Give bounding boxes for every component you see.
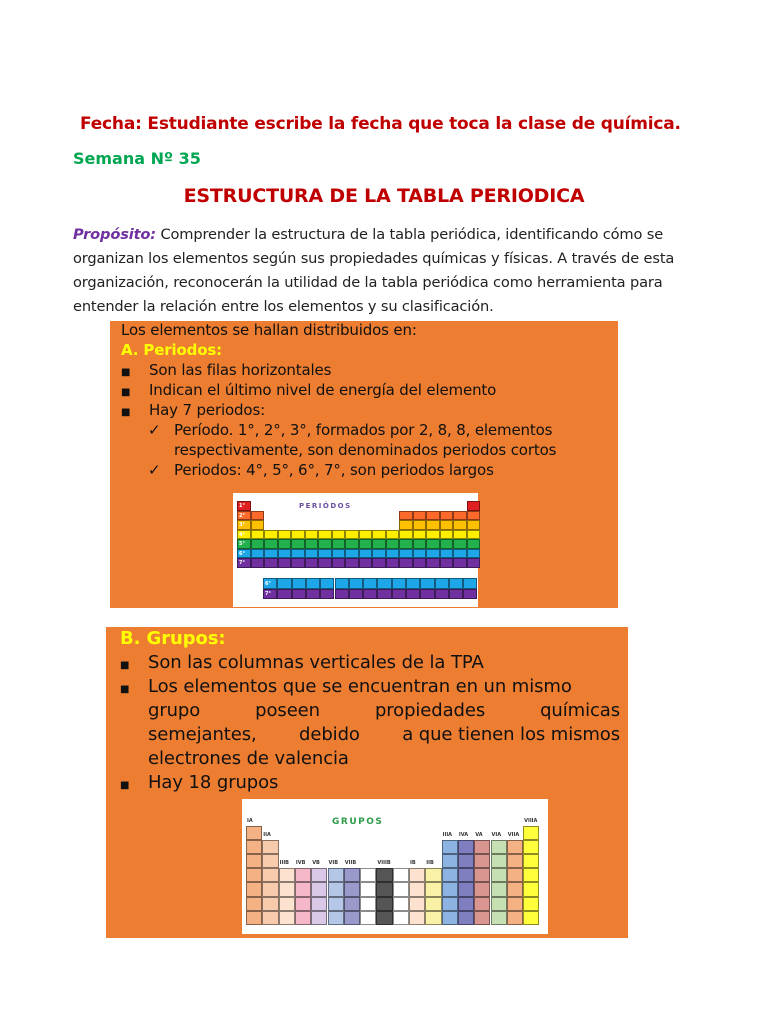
periods-cell <box>426 549 440 559</box>
groups-cell <box>393 911 409 925</box>
periods-cell <box>291 558 305 568</box>
f-block-row-label: 7° <box>265 591 271 597</box>
groups-cell <box>328 882 344 896</box>
periods-cell <box>305 539 319 549</box>
periods-cell <box>399 530 413 540</box>
groups-cell <box>523 854 539 868</box>
groups-cell <box>474 840 490 854</box>
groups-bullet-continuation: semejantes, debido a que tienen los mismos <box>148 724 620 745</box>
groups-cell <box>507 868 523 882</box>
periods-cell <box>332 558 346 568</box>
groups-cell <box>491 854 507 868</box>
periods-cell <box>377 589 391 600</box>
periods-cell <box>264 539 278 549</box>
periods-cell <box>399 520 413 530</box>
periods-cell <box>467 539 481 549</box>
periods-cell <box>264 549 278 559</box>
periods-cell <box>413 558 427 568</box>
groups-cell <box>425 897 441 911</box>
groups-cell <box>409 868 425 882</box>
periods-cell <box>349 589 363 600</box>
periods-cell <box>386 549 400 559</box>
periods-cell <box>332 530 346 540</box>
periods-cell <box>440 549 454 559</box>
periods-cell <box>426 530 440 540</box>
periods-cell <box>440 530 454 540</box>
groups-cell <box>328 911 344 925</box>
periods-cell <box>426 558 440 568</box>
periods-cell <box>463 578 477 589</box>
groups-table-image <box>242 799 548 934</box>
group-label: VIIIB <box>377 860 391 867</box>
bullet-icon: ■ <box>121 367 131 378</box>
periods-cell <box>440 520 454 530</box>
periods-cell <box>399 549 413 559</box>
groups-cell <box>311 911 327 925</box>
periods-cell <box>359 549 373 559</box>
groups-cell <box>523 882 539 896</box>
groups-cell <box>442 897 458 911</box>
periods-cell <box>251 558 265 568</box>
periods-bullet: ■ Hay 7 periodos: <box>121 401 266 419</box>
periods-cell <box>277 578 291 589</box>
periods-cell <box>305 549 319 559</box>
periods-bullet: ■ Son las filas horizontales <box>121 361 332 379</box>
group-label: VIIA <box>507 831 520 838</box>
groups-cell <box>442 840 458 854</box>
groups-cell <box>523 911 539 925</box>
periods-cell <box>332 549 346 559</box>
periods-cell <box>359 558 373 568</box>
period-row-label: 7° <box>239 560 245 566</box>
checkmark-icon: ✓ <box>148 421 161 439</box>
purpose-line: Comprender la estructura de la tabla periódica, identificando cómo se <box>155 226 664 243</box>
periods-cell <box>318 539 332 549</box>
periods-cell <box>291 530 305 540</box>
groups-cell <box>507 897 523 911</box>
groups-bullet: ■ Hay 18 grupos <box>120 772 279 793</box>
groups-cell <box>491 897 507 911</box>
periods-cell <box>306 589 320 600</box>
periods-cell <box>440 539 454 549</box>
groups-cell <box>474 868 490 882</box>
week-label: Semana Nº 35 <box>73 149 201 168</box>
periods-cell <box>305 558 319 568</box>
bullet-icon: ■ <box>120 660 130 671</box>
periods-cell <box>413 539 427 549</box>
groups-cell <box>344 911 360 925</box>
group-label: IB <box>410 860 416 867</box>
periods-cell <box>318 549 332 559</box>
periods-cell <box>332 539 346 549</box>
groups-cell <box>344 882 360 896</box>
group-label: IA <box>247 817 253 824</box>
groups-cell <box>376 911 392 925</box>
periods-cell <box>372 549 386 559</box>
groups-heading: B. Grupos: <box>120 628 226 649</box>
period-row-label: 4° <box>239 531 245 538</box>
periods-cell <box>318 530 332 540</box>
periods-cell <box>453 511 467 521</box>
groups-cell <box>458 854 474 868</box>
periods-heading: A. Periodos: <box>121 341 222 359</box>
groups-cell <box>474 911 490 925</box>
periods-cell <box>453 539 467 549</box>
groups-cell <box>344 897 360 911</box>
periods-cell <box>453 530 467 540</box>
groups-cell <box>246 840 262 854</box>
groups-cell <box>360 882 376 896</box>
groups-cell <box>523 897 539 911</box>
periods-check: ✓ Período. 1°, 2°, 3°, formados por 2, 8, 8, elementos <box>148 421 553 439</box>
periods-cell <box>372 558 386 568</box>
periods-cell <box>377 578 391 589</box>
groups-cell <box>360 897 376 911</box>
group-label: VIIB <box>344 860 357 867</box>
periods-cell <box>292 578 306 589</box>
periods-cell <box>278 558 292 568</box>
group-label: IIIB <box>279 860 289 867</box>
groups-cell <box>262 882 278 896</box>
periods-cell <box>278 530 292 540</box>
groups-cell <box>458 897 474 911</box>
periods-cell <box>251 511 265 521</box>
periods-cell <box>413 511 427 521</box>
groups-cell <box>295 897 311 911</box>
page-title: ESTRUCTURA DE LA TABLA PERIODICA <box>183 185 585 207</box>
period-row-label: 1° <box>239 503 245 509</box>
group-label: VIA <box>491 831 502 838</box>
periods-cell <box>413 520 427 530</box>
periods-cell <box>359 539 373 549</box>
periods-cell <box>453 549 467 559</box>
periods-cell <box>440 558 454 568</box>
periods-cell <box>251 539 265 549</box>
periods-cell <box>306 578 320 589</box>
periods-cell <box>413 530 427 540</box>
bullet-icon: ■ <box>121 407 131 418</box>
groups-cell <box>328 897 344 911</box>
periods-cell <box>292 589 306 600</box>
groups-cell <box>425 868 441 882</box>
groups-cell <box>491 840 507 854</box>
groups-cell <box>262 868 278 882</box>
periods-cell <box>467 558 481 568</box>
periods-image-title: PERIÓDOS <box>299 502 352 510</box>
period-row-label: 2° <box>239 512 245 519</box>
groups-cell <box>507 911 523 925</box>
groups-cell <box>295 911 311 925</box>
periods-cell <box>399 511 413 521</box>
periods-cell <box>386 539 400 549</box>
groups-cell <box>474 854 490 868</box>
groups-cell <box>279 911 295 925</box>
groups-bullet: ■ Son las columnas verticales de la TPA <box>120 652 484 673</box>
groups-cell <box>474 882 490 896</box>
groups-cell <box>262 840 278 854</box>
periods-cell <box>251 549 265 559</box>
groups-cell <box>279 897 295 911</box>
groups-cell <box>246 826 262 840</box>
groups-cell <box>458 882 474 896</box>
periods-cell <box>372 530 386 540</box>
periods-cell <box>386 530 400 540</box>
periods-cell <box>399 558 413 568</box>
periods-cell <box>467 520 481 530</box>
bullet-icon: ■ <box>120 684 130 695</box>
periods-cell <box>453 558 467 568</box>
periods-cell <box>363 578 377 589</box>
groups-cell <box>246 868 262 882</box>
groups-cell <box>246 882 262 896</box>
groups-cell <box>246 911 262 925</box>
groups-cell <box>442 854 458 868</box>
periods-cell <box>291 539 305 549</box>
group-label: IVA <box>458 831 469 838</box>
group-label: IIA <box>263 831 271 838</box>
periods-cell <box>449 578 463 589</box>
f-block-row-label: 6° <box>265 580 271 587</box>
purpose-paragraph <box>73 223 693 319</box>
purpose-label: Propósito: <box>73 226 156 243</box>
groups-cell <box>523 826 539 840</box>
groups-cell <box>458 868 474 882</box>
group-label: VA <box>475 831 483 838</box>
periods-check: ✓ Periodos: 4°, 5°, 6°, 7°, son periodos largos <box>148 461 494 479</box>
group-label: IIB <box>426 860 434 867</box>
groups-cell <box>262 854 278 868</box>
group-label: VIB <box>328 860 339 867</box>
bullet-icon: ■ <box>120 780 130 791</box>
periods-cell <box>406 578 420 589</box>
periods-cell <box>345 549 359 559</box>
groups-cell <box>409 897 425 911</box>
periods-cell <box>264 558 278 568</box>
periods-cell <box>359 530 373 540</box>
periods-cell <box>251 530 265 540</box>
periods-table-image <box>233 493 478 607</box>
checkmark-icon: ✓ <box>148 461 161 479</box>
groups-cell <box>360 911 376 925</box>
periods-check-continuation: respectivamente, son denominados periodos cortos <box>174 441 557 459</box>
groups-cell <box>262 897 278 911</box>
periods-cell <box>406 589 420 600</box>
periods-cell <box>335 578 349 589</box>
groups-bullet-continuation: electrones de valencia <box>148 748 349 769</box>
periods-cell <box>345 539 359 549</box>
periods-cell <box>278 539 292 549</box>
periods-cell <box>251 520 265 530</box>
periods-cell <box>435 589 449 600</box>
groups-cell <box>393 868 409 882</box>
periods-cell <box>335 589 349 600</box>
groups-cell <box>328 868 344 882</box>
groups-cell <box>279 868 295 882</box>
groups-cell <box>507 854 523 868</box>
group-label: IIIA <box>442 831 453 838</box>
groups-cell <box>246 897 262 911</box>
periods-cell <box>345 530 359 540</box>
group-label: IVB <box>295 860 306 867</box>
groups-cell <box>442 882 458 896</box>
periods-cell <box>420 578 434 589</box>
groups-bullet-continuation: grupo poseen propiedades químicas <box>148 700 620 721</box>
bullet-icon: ■ <box>121 387 131 398</box>
purpose-line: entender la relación entre los elementos y su clasificación. <box>73 298 494 315</box>
period-row-label: 6° <box>239 550 245 557</box>
groups-cell <box>523 840 539 854</box>
periods-cell <box>420 589 434 600</box>
periods-intro: Los elementos se hallan distribuidos en: <box>121 321 417 339</box>
groups-cell <box>507 882 523 896</box>
periods-cell <box>318 558 332 568</box>
periods-cell <box>386 558 400 568</box>
groups-cell <box>458 840 474 854</box>
groups-cell <box>344 868 360 882</box>
groups-cell <box>474 897 490 911</box>
date-line: Fecha: Estudiante escribe la fecha que toca la clase de química. <box>80 114 681 134</box>
periods-cell <box>264 530 278 540</box>
groups-cell <box>376 882 392 896</box>
periods-cell <box>399 539 413 549</box>
periods-cell <box>320 578 334 589</box>
groups-cell <box>507 840 523 854</box>
periods-cell <box>463 589 477 600</box>
groups-cell <box>393 897 409 911</box>
purpose-line: organizan los elementos según sus propiedades químicas y físicas. A través de esta <box>73 250 675 267</box>
period-row-label: 5° <box>239 541 245 547</box>
groups-cell <box>246 854 262 868</box>
periods-cell <box>467 549 481 559</box>
groups-cell <box>491 882 507 896</box>
periods-cell <box>467 511 481 521</box>
groups-cell <box>262 911 278 925</box>
periods-cell <box>413 549 427 559</box>
groups-cell <box>409 911 425 925</box>
groups-cell <box>295 868 311 882</box>
groups-cell <box>523 868 539 882</box>
purpose-line: organización, reconocerán la utilidad de la tabla periódica como herramienta para <box>73 274 663 291</box>
periods-cell <box>349 578 363 589</box>
groups-cell <box>491 868 507 882</box>
groups-bullet: ■ Los elementos que se encuentran en un mismo <box>120 676 572 697</box>
periods-cell <box>426 511 440 521</box>
periods-cell <box>278 549 292 559</box>
periods-cell <box>320 589 334 600</box>
periods-cell <box>426 539 440 549</box>
periods-cell <box>345 558 359 568</box>
periods-cell <box>467 501 481 511</box>
groups-cell <box>425 911 441 925</box>
groups-cell <box>360 868 376 882</box>
group-label: VIIIA <box>524 817 538 824</box>
periods-cell <box>426 520 440 530</box>
groups-image-title: GRUPOS <box>332 817 384 827</box>
groups-cell <box>279 882 295 896</box>
groups-cell <box>491 911 507 925</box>
periods-cell <box>440 511 454 521</box>
periods-cell <box>291 549 305 559</box>
period-row-label: 3° <box>239 522 245 528</box>
group-label: VB <box>312 860 320 867</box>
periods-cell <box>435 578 449 589</box>
groups-cell <box>393 882 409 896</box>
periods-cell <box>467 530 481 540</box>
groups-cell <box>295 882 311 896</box>
periods-cell <box>453 520 467 530</box>
groups-cell <box>376 868 392 882</box>
periods-cell <box>372 539 386 549</box>
groups-cell <box>311 882 327 896</box>
groups-cell <box>409 882 425 896</box>
groups-cell <box>311 868 327 882</box>
periods-bullet: ■ Indican el último nivel de energía del elemento <box>121 381 497 399</box>
groups-cell <box>425 882 441 896</box>
groups-cell <box>376 897 392 911</box>
periods-cell <box>392 578 406 589</box>
groups-cell <box>442 868 458 882</box>
periods-cell <box>277 589 291 600</box>
periods-cell <box>363 589 377 600</box>
groups-cell <box>311 897 327 911</box>
periods-cell <box>449 589 463 600</box>
groups-cell <box>458 911 474 925</box>
groups-cell <box>442 911 458 925</box>
periods-cell <box>305 530 319 540</box>
periods-cell <box>392 589 406 600</box>
